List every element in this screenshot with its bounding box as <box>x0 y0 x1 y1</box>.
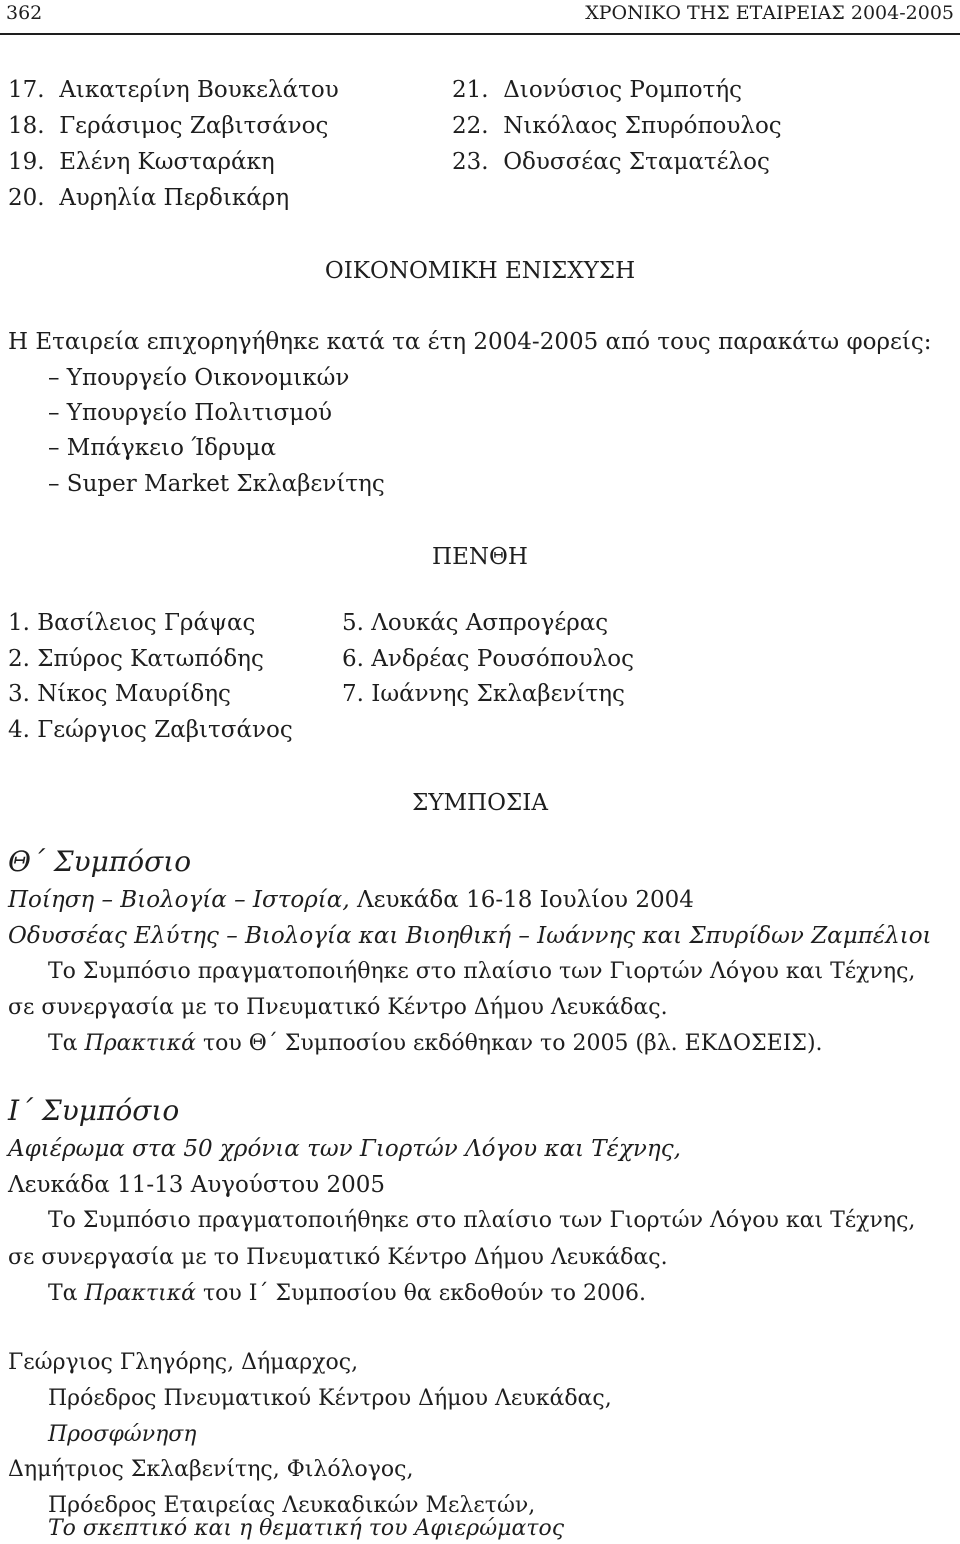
symposium-9-themes-line <box>8 887 694 913</box>
mourning-item: 3. Νίκος Μαυρίδης <box>8 681 231 707</box>
mourning-item: 6. Ανδρέας Ρουσόπουλος <box>342 646 634 672</box>
names-list-item: 22. Νικόλαος Σπυρόπουλος <box>452 113 782 139</box>
mourning-item: 2. Σπύρος Κατωπόδης <box>8 646 264 672</box>
names-list-item: 21. Διονύσιος Ρομποτής <box>452 77 743 103</box>
symposium-10-proceedings <box>48 1281 646 1306</box>
symposium-10-title: Ι΄ Συμπόσιο <box>8 1094 180 1127</box>
proceedings-italic: Πρακτικά <box>84 1281 197 1306</box>
speaker-role: Πρόεδρος Εταιρείας Λευκαδικών Μελετών, <box>48 1493 536 1518</box>
speaker-name: Γεώργιος Γληγόρης, Δήμαρχος, <box>8 1350 359 1375</box>
header-rule <box>0 33 960 35</box>
page-number: 362 <box>6 2 43 24</box>
proceedings-prefix: Τα <box>48 1031 85 1056</box>
proceedings-suffix: του Θ΄ Συμποσίου εκδόθηκαν το 2005 (βλ. ΕΚΔΟΣΕΙΣ). <box>196 1031 823 1056</box>
symposium-10-dedication: Αφιέρωμα στα 50 χρόνια των Γιορτών Λόγου και Τέχνης, <box>8 1136 681 1162</box>
symposium-9-body: Το Συμπόσιο πραγματοποιήθηκε στο πλαίσιο των Γιορτών Λόγου και Τέχνης, <box>48 959 916 984</box>
mourning-item: 1. Βασίλειος Γράψας <box>8 610 256 636</box>
symposium-10-body: σε συνεργασία με το Πνευματικό Κέντρο Δήμου Λευκάδας. <box>8 1245 668 1270</box>
mourning-item: 7. Ιωάννης Σκλαβενίτης <box>342 681 625 707</box>
proceedings-italic: Πρακτικά <box>84 1031 197 1056</box>
names-list-item: 17. Αικατερίνη Βουκελάτου <box>8 77 339 103</box>
symposium-9-title: Θ΄ Συμπόσιο <box>8 845 192 878</box>
names-list-item: 19. Ελένη Κωσταράκη <box>8 149 275 175</box>
symposium-9-body: σε συνεργασία με το Πνευματικό Κέντρο Δήμου Λευκάδας. <box>8 995 668 1020</box>
names-list-item: 18. Γεράσιμος Ζαβιτσάνος <box>8 113 329 139</box>
speaker-role: Πρόεδρος Πνευματικού Κέντρου Δήμου Λευκάδας, <box>48 1386 612 1411</box>
names-list-item: 23. Οδυσσέας Σταματέλος <box>452 149 770 175</box>
funding-item: – Μπάγκειο Ίδρυμα <box>48 435 276 461</box>
symposium-10-body: Το Συμπόσιο πραγματοποιήθηκε στο πλαίσιο των Γιορτών Λόγου και Τέχνης, <box>48 1208 916 1233</box>
symposium-9-themes: Ποίηση – Βιολογία – Ιστορία, <box>8 887 350 913</box>
symposia-heading: ΣΥΜΠΟΣΙΑ <box>412 790 548 816</box>
symposium-9-proceedings <box>48 1031 823 1056</box>
speaker-name: Δημήτριος Σκλαβενίτης, Φιλόλογος, <box>8 1457 414 1482</box>
funding-item: – Υπουργείο Πολιτισμού <box>48 400 333 426</box>
funding-intro: Η Εταιρεία επιχορηγήθηκε κατά τα έτη 2004-2005 από τους παρακάτω φορείς: <box>8 329 932 355</box>
speaker-talk: Το σκεπτικό και η θεματική του Αφιερώματος <box>48 1516 565 1541</box>
symposium-9-subtitle: Οδυσσέας Ελύτης – Βιολογία και Βιοηθική – Ιωάννης και Σπυρίδων Ζαμπέλιοι <box>8 923 932 949</box>
funding-item: – Super Market Σκλαβενίτης <box>48 471 385 497</box>
mourning-item: 5. Λουκάς Ασπρογέρας <box>342 610 609 636</box>
proceedings-suffix: του Ι΄ Συμποσίου θα εκδοθούν το 2006. <box>196 1281 647 1306</box>
running-title: ΧΡΟΝΙΚΟ ΤΗΣ ΕΤΑΙΡΕΙΑΣ 2004-2005 <box>585 2 954 24</box>
names-list-item: 20. Αυρηλία Περδικάρη <box>8 185 290 211</box>
funding-item: – Υπουργείο Οικονομικών <box>48 365 350 391</box>
symposium-10-place-date: Λευκάδα 11-13 Αυγούστου 2005 <box>8 1172 385 1198</box>
proceedings-prefix: Τα <box>48 1281 85 1306</box>
mourning-heading: ΠΕΝΘΗ <box>432 544 528 570</box>
mourning-item: 4. Γεώργιος Ζαβιτσάνος <box>8 717 293 743</box>
funding-heading: ΟΙΚΟΝΟΜΙΚΗ ΕΝΙΣΧΥΣΗ <box>324 258 636 284</box>
speaker-talk: Προσφώνηση <box>48 1422 197 1447</box>
symposium-9-place-date: Λευκάδα 16-18 Ιουλίου 2004 <box>349 887 694 913</box>
